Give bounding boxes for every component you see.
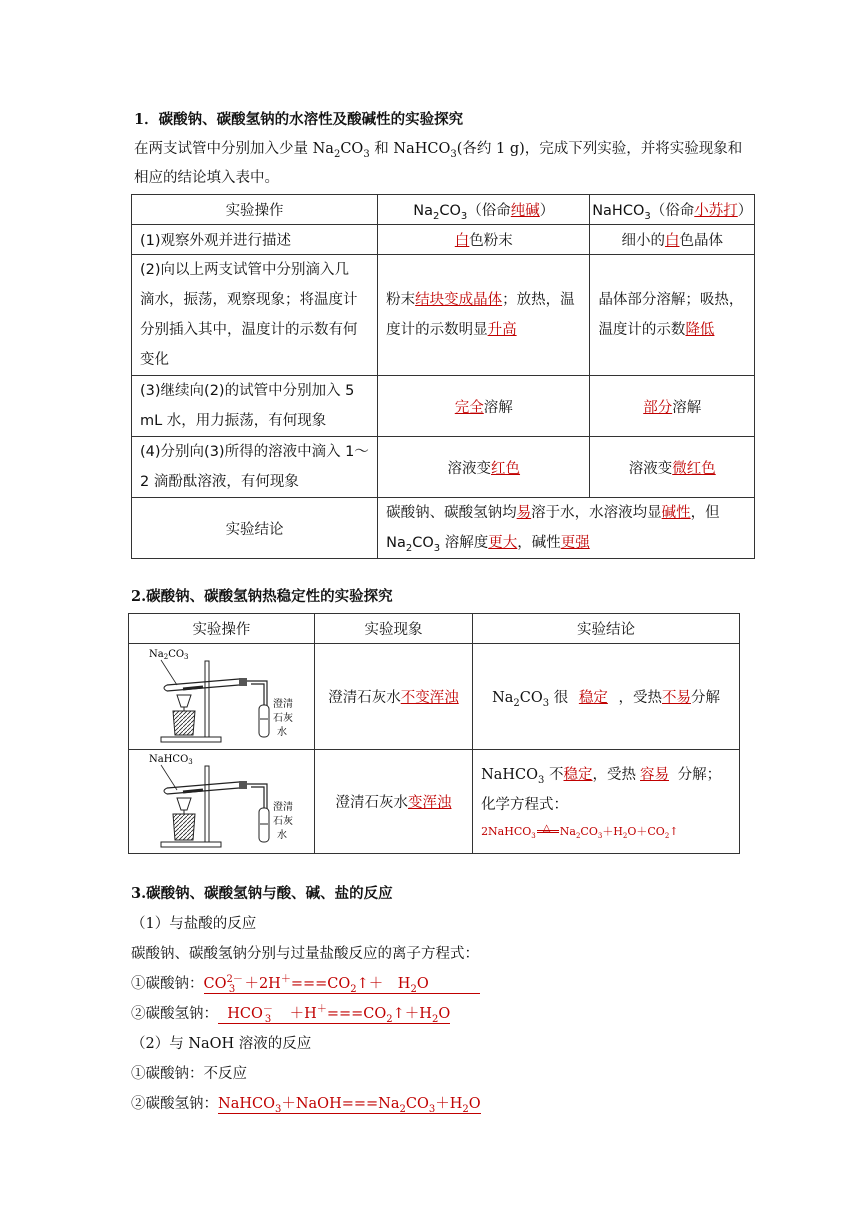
- equation-na2co3-hcl: ①碳酸钠：$CO^{2-}_3$ $+2H^+===CO_2↑+$ $H_2O$: [131, 972, 480, 994]
- svg-text:澄清: 澄清: [273, 801, 293, 813]
- svg-text:NaHCO3: NaHCO$_3$: [149, 753, 193, 766]
- svg-text:石灰: 石灰: [273, 815, 293, 827]
- section2-heading: 2.碳酸钠、碳酸氢钠热稳定性的实验探究: [131, 588, 393, 605]
- table-row: [132, 225, 755, 255]
- table-row: [129, 614, 740, 644]
- cell-na2co3: 完全溶解: [378, 376, 590, 437]
- cell-nahco3: 部分溶解: [590, 376, 755, 437]
- section1-intro-line2: 相应的结论填入表中。: [134, 170, 279, 186]
- section3-heading: 3.碳酸钠、碳酸氢钠与酸、碱、盐的反应: [131, 885, 393, 902]
- cell-apparatus: [129, 750, 315, 854]
- cell-phenomenon: 澄清石灰水变浑浊: [314, 750, 472, 854]
- table-row: [132, 255, 755, 376]
- decomposition-equation: 2NaHCO$_3$ △ $Na_2CO_3+H_2O+CO_2↑$: [481, 823, 679, 840]
- subsection-naoh: （2）与 NaOH 溶液的反应: [131, 1036, 312, 1052]
- cell-na2co3: 粉末结块变成晶体；放热，温 度计的示数明显升高: [378, 255, 590, 376]
- cell-na2co3: 白色粉末: [378, 225, 590, 255]
- apparatus-na2co3: [147, 647, 297, 747]
- header-phenomenon: 实验现象: [314, 614, 472, 644]
- table-row: [132, 376, 755, 437]
- svg-text:石灰: 石灰: [273, 712, 293, 724]
- cell-op: 实验结论: [132, 498, 378, 559]
- cell-nahco3: 细小的白色晶体: [590, 225, 755, 255]
- svg-text:澄清: 澄清: [273, 698, 293, 710]
- apparatus-nahco3: [147, 752, 297, 852]
- equation-nahco3-naoh: ②碳酸氢钠：$NaHCO_3+NaOH===Na_2CO_3+H_2O$: [131, 1092, 481, 1114]
- svg-text:Na2CO3: $Na_2CO_3$: [149, 648, 189, 661]
- equation-nahco3-hcl: ②碳酸氢钠： $HCO^-_3$ $+H^+===CO_2↑+H_2O$: [131, 1002, 450, 1024]
- table-row: [132, 195, 755, 225]
- header-na2co3: $Na_2CO_3$（俗命纯碱）: [378, 195, 590, 225]
- table-row: [132, 498, 755, 559]
- table-row: [129, 644, 740, 750]
- svg-text:水: 水: [277, 726, 287, 738]
- cell-op: (3)继续向(2)的试管中分别加入 5 mL 水，用力振荡，有何现象: [132, 376, 378, 437]
- cell-apparatus: [129, 644, 315, 750]
- cell-conclusion: 碳酸钠、碳酸氢钠均易溶于水，水溶液均显碱性，但 $Na_2CO_3$ 溶解度更大，碱性更强: [378, 498, 755, 559]
- cell-op: (4)分别向(3)所得的溶液中滴入 1～ 2 滴酚酞溶液，有何现象: [132, 437, 378, 498]
- table-stability: [128, 613, 740, 854]
- cell-nahco3: 溶液变微红色: [590, 437, 755, 498]
- header-operation: 实验操作: [129, 614, 315, 644]
- section1-intro: 在两支试管中分别加入少量 $Na_2CO_3$ 和 NaHCO$_3$(各约 1 g)，完成下列实验，并将实验现象和: [134, 141, 743, 160]
- cell-na2co3: 溶液变红色: [378, 437, 590, 498]
- cell-op: (1)观察外观并进行描述: [132, 225, 378, 255]
- equation-na2co3-naoh: ①碳酸钠：不反应: [131, 1066, 247, 1082]
- subsection-hcl: （1）与盐酸的反应: [131, 916, 257, 932]
- table-row: [129, 750, 740, 854]
- cell-conclusion: $Na_2CO_3$ 很 稳定 ，受热不易分解: [473, 644, 740, 750]
- cell-conclusion: NaHCO$_3$ 不稳定，受热 容易 分解； 化学方程式： 2NaHCO$_3$ △ $Na_2CO_3+H_2O+CO_2↑$: [473, 750, 740, 854]
- section1-heading: 1．碳酸钠、碳酸氢钠的水溶性及酸碱性的实验探究: [134, 111, 464, 128]
- heating-apparatus-icon: [147, 647, 297, 747]
- cell-nahco3: 晶体部分溶解；吸热， 温度计的示数降低: [590, 255, 755, 376]
- header-operation: 实验操作: [132, 195, 378, 225]
- section3-line1: 碳酸钠、碳酸氢钠分别与过量盐酸反应的离子方程式：: [131, 946, 479, 962]
- cell-phenomenon: 澄清石灰水不变浑浊: [314, 644, 472, 750]
- header-conclusion: 实验结论: [473, 614, 740, 644]
- header-nahco3: NaHCO$_3$（俗命小苏打）: [590, 195, 755, 225]
- heating-apparatus-icon: [147, 752, 297, 852]
- svg-text:水: 水: [277, 829, 287, 841]
- table-row: [132, 437, 755, 498]
- table-solubility: [131, 194, 755, 559]
- cell-op: (2)向以上两支试管中分别滴入几 滴水，振荡，观察现象；将温度计 分别插入其中，温度计的示数有何 变化: [132, 255, 378, 376]
